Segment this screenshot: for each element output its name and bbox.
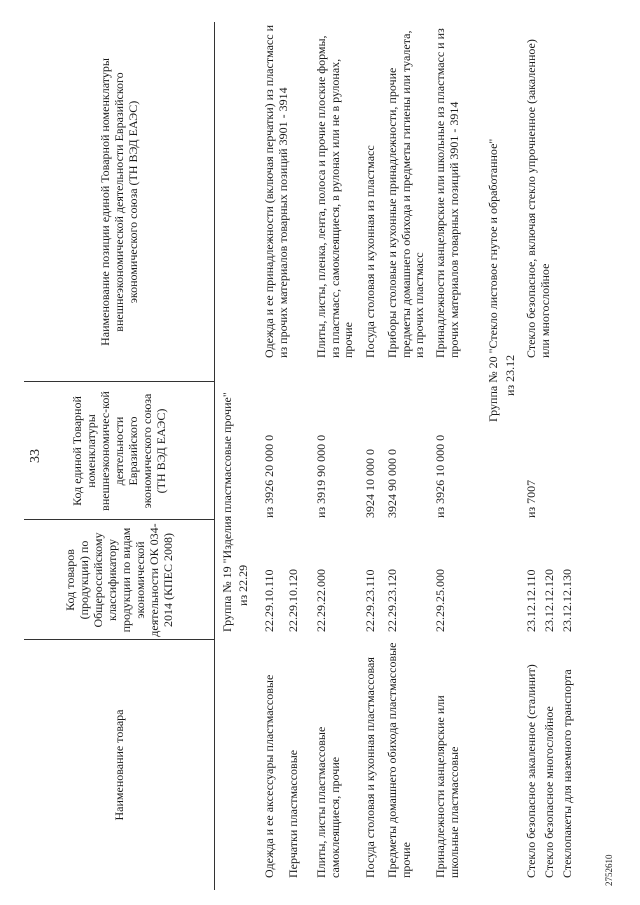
header-col-tnved: Код единой Товарной номенклатуры внешнеэкономичес-кой деятельности Евразийского экономического союза (ТН ВЭД ЕАЭС) <box>70 391 168 511</box>
row-tnved-code: 3924 90 000 0 <box>385 449 399 518</box>
page-number: 33 <box>28 449 43 463</box>
row-name: Предметы домашнего обихода пластмассовые прочие <box>385 642 413 878</box>
row-okpd-code: 22.29.25.000 <box>433 569 447 632</box>
header-row <box>24 22 214 890</box>
header-bottom-rule <box>214 22 215 890</box>
row-tnved-code: из 3926 10 000 0 <box>433 434 447 518</box>
row-name: Стекло безопасное многослойное <box>542 706 556 878</box>
row-name: Перчатки пластмассовые <box>286 749 300 878</box>
header-col-okpd: Код товаров (продукции) по Общероссийскому классификатору продукции по видам экономической деятельности ОК 034-2014 (КПЕС 2008) <box>63 523 175 637</box>
group-code: из 23.12 <box>503 354 517 396</box>
row-okpd-code: 22.29.23.110 <box>363 569 377 632</box>
header-col-name: Наименование товара <box>112 709 126 821</box>
row-tnved-code: из 3926 20 000 0 <box>262 434 276 518</box>
row-okpd-code: 23.12.12.130 <box>560 569 574 632</box>
row-name: Стекло безопасное закаленное (сталинит) <box>524 664 538 878</box>
row-description: Стекло безопасное, включая стекло упрочненное (закаленное) или многослойное <box>524 39 552 358</box>
group-code: из 22.29 <box>236 564 250 606</box>
row-description: Приборы столовые и кухонные принадлежности, прочие предметы домашнего обихода и предметы гигиены или туалета, из прочих пластмасс <box>385 30 426 358</box>
row-name: Плиты, листы пластмассовые самоклеящиеся, прочие <box>314 726 342 878</box>
row-description: Принадлежности канцелярские или школьные из пластмасс и из прочих материалов товарных позиций 3901 - 3914 <box>433 28 461 358</box>
row-okpd-code: 22.29.23.120 <box>385 569 399 632</box>
row-name: Стеклопакеты для наземного транспорта <box>560 669 574 878</box>
group-title: Группа № 19 "Изделия пластмассовые прочие" <box>220 392 234 632</box>
row-okpd-code: 23.12.12.110 <box>524 569 538 632</box>
rotated-content <box>16 22 624 890</box>
row-okpd-code: 22.29.10.120 <box>286 569 300 632</box>
row-okpd-code: 22.29.10.110 <box>262 569 276 632</box>
footer-code: 2752610 <box>604 854 614 886</box>
row-name: Одежда и ее аксессуары пластмассовые <box>262 674 276 878</box>
row-tnved-code: из 7007 <box>524 479 538 518</box>
group-title: Группа № 20 "Стекло листовое гнутое и обработанное" <box>486 138 500 422</box>
row-tnved-code: из 3919 90 000 0 <box>314 434 328 518</box>
row-okpd-code: 23.12.12.120 <box>542 569 556 632</box>
row-description: Одежда и ее принадлежности (включая перчатки) из пластмасс и из прочих материалов товарных позиций 3901 - 3914 <box>262 25 290 358</box>
row-description: Посуда столовая и кухонная из пластмасс <box>363 145 377 358</box>
row-tnved-code: 3924 10 000 0 <box>363 449 377 518</box>
row-description: Плиты, листы, пленка, лента, полоса и прочие плоские формы, из пластмасс, самоклеящиеся, в рулонах или не в рулонах, прочие <box>314 35 355 358</box>
row-name: Принадлежности канцелярские или школьные пластмассовые <box>433 695 461 878</box>
header-col-description: Наименование позиции единой Товарной номенклатуры внешнеэкономической деятельности Евразийского экономического союза (ТН ВЭД ЕАЭС) <box>98 58 140 346</box>
row-okpd-code: 22.29.22.000 <box>314 569 328 632</box>
row-name: Посуда столовая и кухонная пластмассовая <box>363 657 377 878</box>
